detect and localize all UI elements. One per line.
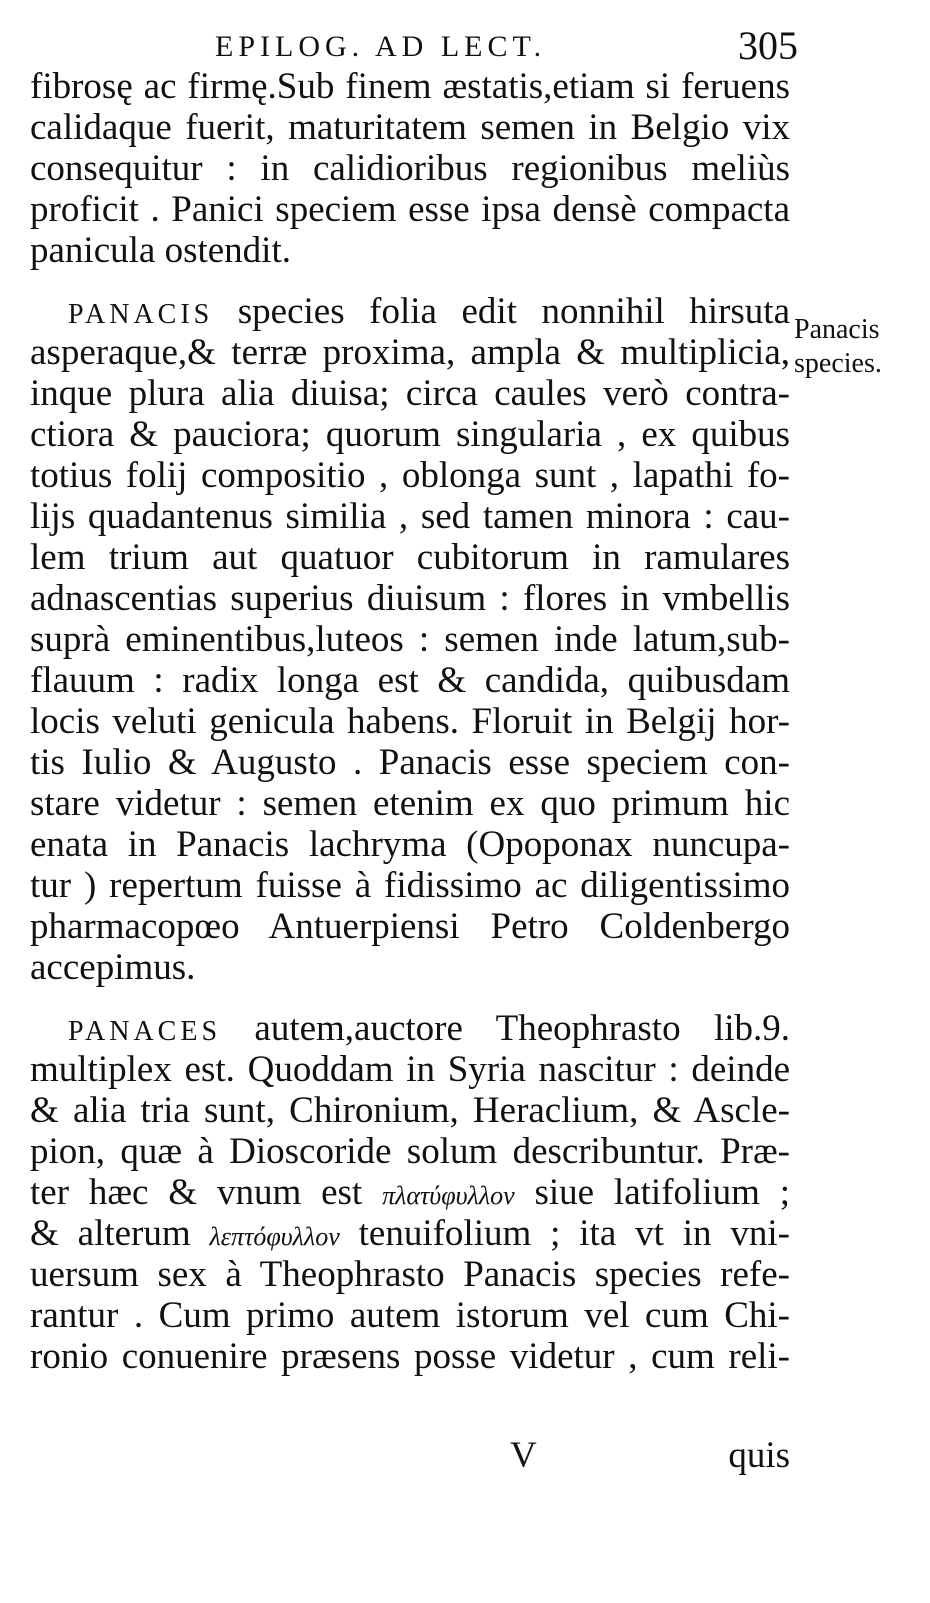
text-line: locis veluti genicula habens. Floruit in Belgij hor- (30, 701, 790, 742)
text-span: autem,auctore Theophrasto lib.9. (221, 1008, 790, 1049)
text-line: proficit . Panici speciem esse ipsa densè compacta (30, 189, 790, 230)
marginal-note (794, 313, 882, 381)
text-span: ter hæc & vnum est (30, 1172, 363, 1213)
text-line: tis Iulio & Augusto . Panacis esse speciem con- (30, 742, 790, 783)
text-line: totius folij compositio , oblonga sunt , lapathi fo- (30, 455, 790, 496)
text-line: adnascentias superius diuisum : flores in vmbellis (30, 578, 790, 619)
text-line: & alia tria sunt, Chironium, Heraclium, & Ascle- (30, 1090, 790, 1131)
text-line: lem trium aut quatuor cubitorum in ramulares (30, 537, 790, 578)
text-span: species folia edit nonnihil hirsuta (213, 291, 790, 332)
text-line: ctiora & pauciora; quorum singularia , ex quibus (30, 414, 790, 455)
text-line (30, 1172, 790, 1213)
paragraph-3 (30, 1008, 790, 1377)
text-line: flauum : radix longa est & candida, quibusdam (30, 660, 790, 701)
text-line: pion, quæ à Dioscoride solum describuntur. Præ- (30, 1131, 790, 1172)
footer (30, 1434, 790, 1478)
catchword: quis (728, 1435, 790, 1476)
text-line: asperaque,& terræ proxima, ampla & multiplicia, (30, 332, 790, 373)
main-text (30, 66, 790, 1377)
text-line: fibrosę ac firmę.Sub finem æstatis,etiam si feruens (30, 66, 790, 107)
running-head: EPILOG. AD LECT. (215, 30, 547, 63)
text-line: panicula ostendit. (30, 230, 291, 271)
greek-word: λεπτόφυλλον (209, 1222, 340, 1251)
small-caps-lead: PANACIS (68, 299, 214, 330)
paragraph-1 (30, 66, 790, 271)
paragraph-gap (30, 271, 790, 291)
marginal-note-line: species. (794, 348, 882, 379)
page-number: 305 (738, 23, 798, 68)
paragraph-2 (30, 291, 790, 988)
marginal-note-line: Panacis (794, 314, 880, 345)
signature-mark: V (510, 1435, 537, 1476)
text-line (30, 291, 790, 332)
text-line: consequitur : in calidioribus regionibus meliùs (30, 148, 790, 189)
greek-word: πλατύφυλλον (382, 1181, 515, 1210)
text-line: tur ) repertum fuisse à fidissimo ac diligentissimo (30, 865, 790, 906)
text-span: tenuifolium ; ita vt in vni- (339, 1213, 790, 1254)
paragraph-gap (30, 988, 790, 1008)
text-line (30, 1213, 790, 1254)
text-line: stare videtur : semen etenim ex quo primum hic (30, 783, 790, 824)
small-caps-lead: PANACES (68, 1016, 222, 1047)
text-line (30, 1008, 790, 1049)
text-line: suprà eminentibus,luteos : semen inde latum,sub- (30, 619, 790, 660)
text-line: inque plura alia diuisa; circa caules verò contra- (30, 373, 790, 414)
text-line: pharmacopœo Antuerpiensi Petro Coldenbergo (30, 906, 790, 947)
text-line: ronio conuenire præsens posse videtur , cum reli- (30, 1336, 790, 1377)
text-line: multiplex est. Quoddam in Syria nascitur : deinde (30, 1049, 790, 1090)
text-span: siue latifolium ; (514, 1172, 790, 1213)
text-line: rantur . Cum primo autem istorum vel cum Chi- (30, 1295, 790, 1336)
text-line: calidaque fuerit, maturitatem semen in Belgio vix (30, 107, 790, 148)
text-line: accepimus. (30, 947, 196, 988)
text-line: uersum sex à Theophrasto Panacis species refe- (30, 1254, 790, 1295)
text-line: lijs quadantenus similia , sed tamen minora : cau- (30, 496, 790, 537)
text-line: enata in Panacis lachryma (Opoponax nuncupa- (30, 824, 790, 865)
text-span: & alterum (30, 1213, 191, 1254)
